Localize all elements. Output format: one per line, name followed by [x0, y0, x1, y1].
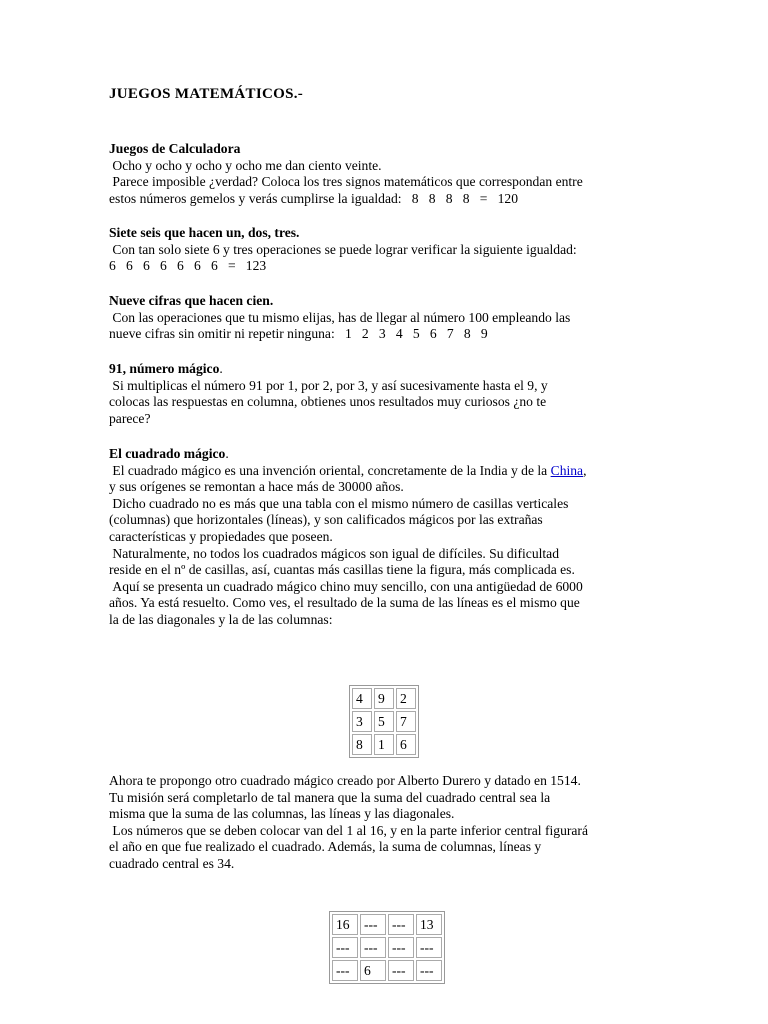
section-durero	[109, 773, 669, 873]
paragraph-line: características y propiedades que poseen.	[109, 528, 333, 544]
square-cell: ---	[360, 914, 386, 935]
square-cell: 5	[374, 711, 394, 732]
china-link[interactable]: China	[550, 462, 584, 478]
square-cell: ---	[332, 960, 358, 981]
paragraph-line: colocas las respuestas en columna, obtienes unos resultados muy curiosos ¿no te	[109, 394, 547, 410]
square-row	[332, 937, 442, 958]
line-text: El cuadrado mágico es una invención oriental, concretamente de la India y de la	[109, 462, 551, 478]
paragraph-line: y sus orígenes se remontan a hace más de 30000 años.	[109, 479, 404, 495]
paragraph-line: Ocho y ocho y ocho y ocho me dan ciento veinte.	[109, 157, 382, 173]
square-cell: 9	[374, 688, 394, 709]
paragraph-line: Con las operaciones que tu mismo elijas, has de llegar al número 100 empleando las	[109, 309, 571, 325]
square-cell: ---	[388, 937, 414, 958]
section-nueve-cifras	[109, 293, 669, 343]
section-heading	[109, 446, 669, 463]
section-heading	[109, 361, 669, 378]
section-heading: Juegos de Calculadora	[109, 141, 241, 156]
square-cell: 2	[396, 688, 416, 709]
paragraph-line: parece?	[109, 410, 151, 426]
square-cell: 16	[332, 914, 358, 935]
paragraph-line: Naturalmente, no todos los cuadrados mágicos son igual de difíciles. Su dificultad	[109, 545, 560, 561]
paragraph-line: años. Ya está resuelto. Como ves, el resultado de la suma de las líneas es el mismo que	[109, 595, 580, 611]
square-cell: 13	[416, 914, 442, 935]
square-cell: 1	[374, 734, 394, 755]
magic-square-3x3	[349, 685, 419, 758]
magic-square-durero	[329, 911, 445, 984]
square-cell: 6	[360, 960, 386, 981]
paragraph-line: Tu misión será completarlo de tal manera que la suma del cuadrado central sea la	[109, 789, 551, 805]
paragraph-line: Ahora te propongo otro cuadrado mágico creado por Alberto Durero y datado en 1514.	[109, 773, 581, 788]
square-row	[332, 914, 442, 935]
square-cell: 3	[352, 711, 372, 732]
paragraph-line: el año en que fue realizado el cuadrado. Además, la suma de columnas, líneas y	[109, 839, 542, 855]
square-row	[352, 711, 416, 732]
square-cell: ---	[416, 960, 442, 981]
heading-text: El cuadrado mágico	[109, 446, 226, 461]
square-cell: ---	[416, 937, 442, 958]
square-cell: ---	[360, 937, 386, 958]
paragraph-line: nueve cifras sin omitir ni repetir ninguna: 1 2 3 4 5 6 7 8 9	[109, 326, 488, 342]
paragraph-line: la de las diagonales y la de las columnas:	[109, 611, 333, 627]
paragraph-line: Aquí se presenta un cuadrado mágico chino muy sencillo, con una antigüedad de 6000	[109, 578, 583, 594]
paragraph-line: estos números gemelos y verás cumplirse la igualdad: 8 8 8 8 = 120	[109, 190, 518, 206]
paragraph-line: reside en el nº de casillas, así, cuantas más casillas tiene la figura, más complicada es.	[109, 562, 575, 578]
paragraph-line: Dicho cuadrado no es más que una tabla con el mismo número de casillas verticales	[109, 495, 569, 511]
section-siete-seis	[109, 225, 669, 275]
heading-dot: .	[219, 361, 223, 376]
square-cell: 8	[352, 734, 372, 755]
section-heading: Nueve cifras que hacen cien.	[109, 293, 274, 308]
page-title: JUEGOS MATEMÁTICOS.-	[109, 86, 304, 102]
square-cell: ---	[388, 960, 414, 981]
paragraph-line: Parece imposible ¿verdad? Coloca los tres signos matemáticos que correspondan entre	[109, 174, 583, 190]
paragraph-line: Los números que se deben colocar van del 1 al 16, y en la parte inferior central figurará	[109, 822, 588, 838]
square-cell: ---	[388, 914, 414, 935]
paragraph-line: cuadrado central es 34.	[109, 855, 235, 871]
paragraph-line: (columnas) que horizontales (líneas), y son calificados mágicos por las extrañas	[109, 512, 543, 528]
section-cuadrado	[109, 446, 669, 629]
square-cell: 4	[352, 688, 372, 709]
square-row	[332, 960, 442, 981]
paragraph-line: misma que la suma de las columnas, las líneas y las diagonales.	[109, 806, 455, 822]
section-noventa-uno	[109, 361, 669, 427]
square-cell: 6	[396, 734, 416, 755]
paragraph-line: Con tan solo siete 6 y tres operaciones se puede lograr verificar la siguiente igualdad:	[109, 241, 577, 257]
paragraph-line: Si multiplicas el número 91 por 1, por 2, por 3, y así sucesivamente hasta el 9, y	[109, 377, 548, 393]
square-row	[352, 734, 416, 755]
section-heading: Siete seis que hacen un, dos, tres.	[109, 225, 300, 240]
square-row	[352, 688, 416, 709]
heading-dot: .	[225, 446, 229, 461]
square-cell: 7	[396, 711, 416, 732]
paragraph-line: 6 6 6 6 6 6 6 = 123	[109, 258, 267, 274]
section-calculadora	[109, 141, 669, 207]
line-text: ,	[583, 462, 587, 478]
heading-text: 91, número mágico	[109, 361, 220, 376]
paragraph-line	[109, 463, 669, 480]
square-cell: ---	[332, 937, 358, 958]
